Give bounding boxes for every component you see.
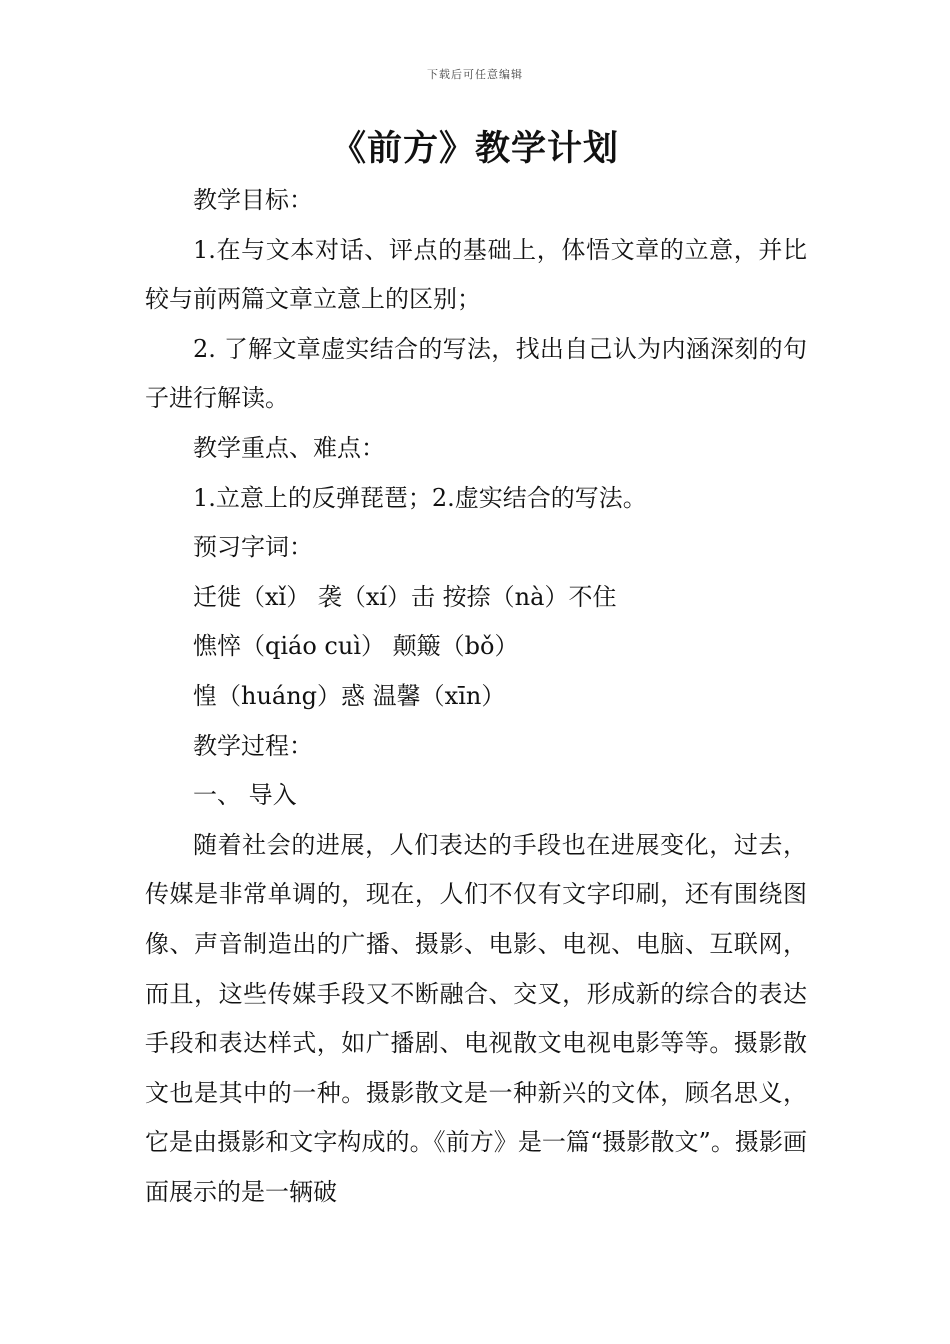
vocabulary-line-2: 憔悴（qiáo cuì） 颠簸（bǒ） — [193, 632, 519, 661]
heading-key-points: 教学重点、难点： — [193, 433, 385, 462]
key-points: 1.立意上的反弹琵琶；2.虚实结合的写法。 — [193, 483, 647, 512]
header-note: 下载后可任意编辑 — [427, 68, 523, 81]
heading-process: 教学过程： — [193, 731, 313, 760]
objective-2: 2. 了解文章虚实结合的写法，找出自己认为内涵深刻的句子进行解读。 — [145, 334, 807, 413]
vocabulary-line-3: 惶（huáng）惑 温馨（xīn） — [193, 681, 506, 710]
introduction-paragraph: 随着社会的进展，人们表达的手段也在进展变化，过去，传媒是非常单调的，现在，人们不仅有文字印刷，还有围绕图像、声音制造出的广播、摄影、电影、电视、电脑、互联网，而且，这些传媒手段又不断融合、交叉，形成新的综合的表达手段和表达样式，如广播剧、电视散文电视电影等等。摄影散文也是其中的一种。摄影散文是一种新兴的文体，顾名思义，它是由摄影和文字构成的。《前方》是一篇“摄影散文”。摄影画面展示的是一辆破 — [145, 830, 807, 1206]
heading-objectives: 教学目标： — [193, 186, 313, 214]
document-title: 《前方》教学计划 — [330, 129, 619, 169]
objective-1: 1.在与文本对话、评点的基础上，体悟文章的立意，并比较与前两篇文章立意上的区别； — [145, 235, 807, 314]
document-body — [145, 176, 807, 1217]
heading-vocabulary: 预习字词： — [193, 533, 313, 562]
vocabulary-line-1: 迁徙（xǐ） 袭（xí）击 按捺（nà）不住 — [193, 582, 617, 611]
section-introduction: 一、 导入 — [193, 781, 297, 810]
